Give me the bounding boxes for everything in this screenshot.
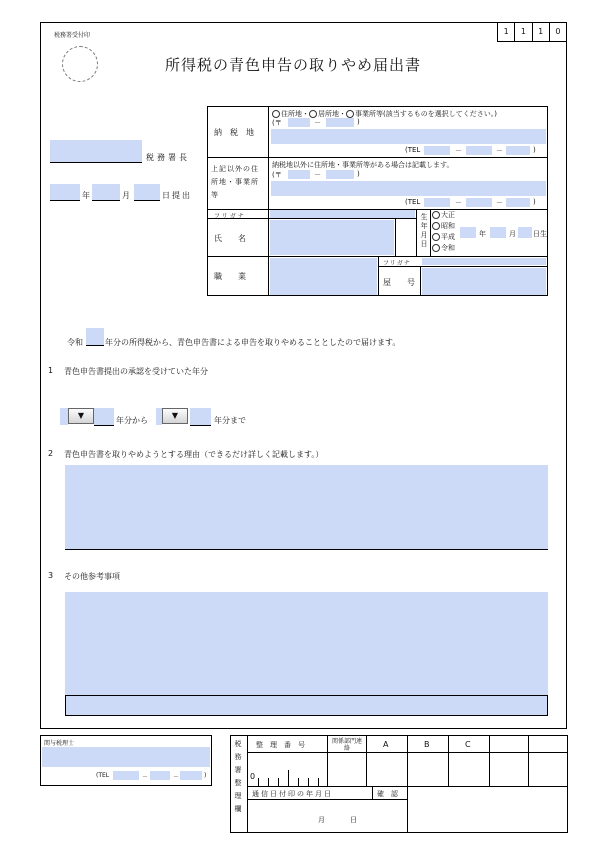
tel-part-3[interactable] [506, 146, 530, 155]
chevron-down-icon: ▼ [77, 411, 85, 420]
accountant-label: 関与税理士 [44, 740, 75, 747]
address-type-option: 住所地 [281, 110, 302, 118]
form-code-box [497, 22, 567, 42]
shop-name-input[interactable] [422, 268, 546, 295]
radio-icon[interactable] [272, 110, 280, 118]
statement-text: 年分の所得税から、青色申告書による申告を取りやめることとしたので届けます。 [105, 338, 401, 347]
form-code-digit: 1 [533, 23, 550, 41]
statement-year-input[interactable] [86, 328, 104, 346]
era-option: 昭和 [441, 222, 455, 230]
postal-dash: － [314, 171, 321, 179]
postal-close: ) [357, 170, 360, 178]
stamp-label: 税務署受付印 [54, 32, 91, 39]
postal-open: (〒 [272, 171, 282, 179]
other-address-label: 上記以外の住所地・事業所等 [211, 165, 259, 199]
to-label: 年分まで [214, 416, 246, 425]
tel-dash-2: － [496, 147, 503, 155]
acc-tel-part-1[interactable] [113, 771, 139, 780]
acc-tel-part-2[interactable] [150, 771, 170, 780]
tel-part-2[interactable] [466, 146, 492, 155]
birth-month-label: 月 [509, 230, 516, 238]
shop-name-label: 屋 号 [383, 278, 415, 287]
section2-heading: 青色申告書を取りやめようとする理由（できるだけ詳しく記載します。） [64, 450, 324, 459]
other-info-extra-input[interactable] [65, 695, 548, 716]
reason-textarea[interactable] [65, 465, 548, 549]
from-dropdown-button[interactable] [68, 408, 94, 424]
page-title: 所得税の青色申告の取りやめ届出書 [165, 56, 422, 74]
radio-icon[interactable] [346, 110, 354, 118]
postal-open: (〒 [272, 119, 282, 127]
accountant-input[interactable] [42, 747, 210, 767]
confirm-label: 確 認 [377, 790, 398, 798]
occupation-input[interactable] [270, 258, 377, 295]
submit-month-label: 月 [122, 191, 130, 200]
radio-icon[interactable] [432, 244, 440, 252]
other-info-textarea[interactable] [65, 592, 548, 695]
other-address-note: 納税地以外に住所地・事業所等がある場合は記載します。 [272, 161, 454, 169]
date-month-label: 月 [318, 816, 325, 824]
name-input[interactable] [270, 220, 394, 255]
tel-close: ) [533, 198, 536, 206]
tel-open: (TEL [96, 772, 110, 779]
dept-label: 関係部門連絡 [331, 738, 362, 752]
from-era-select[interactable] [60, 408, 68, 425]
section2-number: 2 [48, 449, 54, 458]
postal-code-1[interactable] [288, 118, 310, 127]
furigana-label: フリガナ [214, 213, 246, 220]
form-code-digit: 1 [515, 23, 532, 41]
tel-open: (TEL [405, 146, 421, 154]
tax-office-suffix: 税務署長 [146, 153, 190, 162]
occupation-label: 職 業 [214, 272, 246, 281]
shop-furigana-input[interactable] [422, 258, 546, 265]
date-day-label: 日 [350, 816, 357, 824]
postal-code-1[interactable] [288, 170, 310, 179]
address-type-selector[interactable]: 住所地・ 居所地・ 事業所等(該当するものを選択してください。) [272, 109, 497, 119]
postal-code-2[interactable] [326, 118, 354, 127]
tel-open: (TEL [405, 198, 421, 206]
tel-part-2[interactable] [466, 198, 492, 207]
chevron-down-icon: ▼ [171, 411, 179, 420]
section1-number: 1 [48, 366, 54, 375]
from-label: 年分から [116, 416, 148, 425]
submit-year-input[interactable] [50, 184, 80, 201]
birth-label: 生年月日 [420, 213, 428, 249]
tax-office-input[interactable] [50, 140, 142, 163]
section1-heading: 青色申告書提出の承認を受けていた年分 [64, 367, 208, 376]
statement-prefix: 令和 [67, 338, 83, 347]
birth-day-input[interactable] [518, 227, 532, 238]
submit-day-input[interactable] [134, 184, 160, 201]
radio-icon[interactable] [432, 233, 440, 241]
postal-code-2[interactable] [326, 170, 354, 179]
tel-close: ) [204, 772, 207, 779]
office-use-label: 税務署整理欄 [234, 740, 242, 818]
tel-dash-1: － [142, 774, 149, 781]
radio-icon[interactable] [432, 211, 440, 219]
tel-dash-1: － [455, 147, 462, 155]
address-type-note: (該当するものを選択してください。) [383, 110, 497, 118]
date-stamp-label: 通信日付印の年月日 [252, 790, 333, 798]
submit-month-input[interactable] [92, 184, 120, 201]
birth-year-input[interactable] [460, 227, 476, 238]
postal-close: ) [357, 118, 360, 126]
to-year-input[interactable] [190, 408, 211, 426]
birth-month-input[interactable] [490, 227, 506, 238]
address-type-option: 事業所等 [355, 110, 383, 118]
ref-number-zero: 0 [250, 772, 256, 781]
section3-heading: その他参考事項 [64, 572, 120, 581]
era-option: 大正 [441, 211, 455, 219]
nozeichi-address-input[interactable] [271, 129, 546, 144]
era-option: 令和 [441, 244, 455, 252]
furigana-input[interactable] [270, 210, 415, 218]
tel-part-1[interactable] [424, 146, 450, 155]
form-code-digit: 1 [498, 23, 515, 41]
birth-day-label: 日生 [533, 230, 547, 238]
to-dropdown-button[interactable] [162, 408, 188, 424]
tel-dash-2: － [496, 199, 503, 207]
tel-dash-2: － [173, 774, 180, 781]
nozeichi-label: 納 税 地 [214, 128, 254, 137]
stamp-circle [62, 46, 98, 82]
column-b: B [424, 740, 430, 749]
shop-furigana-label: フリガナ [383, 260, 411, 267]
tel-part-3[interactable] [506, 198, 530, 207]
radio-icon[interactable] [309, 110, 317, 118]
form-code-digit: 0 [555, 27, 561, 36]
address-type-option: 居所地 [318, 110, 339, 118]
ref-number-label: 整 理 番 号 [256, 741, 305, 749]
other-address-input[interactable] [271, 181, 546, 196]
tel-dash-1: － [455, 199, 462, 207]
name-label: 氏 名 [214, 234, 246, 243]
tel-part-1[interactable] [424, 198, 450, 207]
postal-dash: － [314, 119, 321, 127]
section3-number: 3 [48, 571, 54, 580]
from-year-input[interactable] [94, 408, 114, 426]
column-c: C [465, 740, 471, 749]
era-option: 平成 [441, 233, 455, 241]
tel-close: ) [533, 146, 536, 154]
acc-tel-part-3[interactable] [180, 771, 202, 780]
submit-day-label: 日提出 [162, 191, 192, 200]
birth-year-label: 年 [479, 230, 486, 238]
column-a: A [383, 740, 389, 749]
submit-year-label: 年 [82, 191, 90, 200]
radio-icon[interactable] [432, 222, 440, 230]
era-selector[interactable] [432, 210, 455, 254]
